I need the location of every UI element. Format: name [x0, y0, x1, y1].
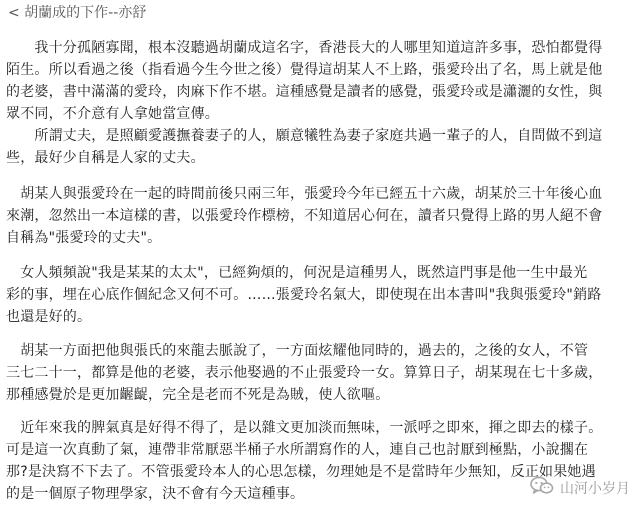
paragraph-1 [6, 37, 626, 169]
paragraph-line: 胡某一方面把他與張氏的來龍去脈說了，一方面炫耀他同時的，過去的，之後的女人，不管 [6, 343, 589, 359]
paragraph-2 [6, 183, 626, 249]
paragraph-3 [6, 262, 626, 328]
paragraph-line: 女人頻頻說"我是某某的太太"，已經夠煩的，何況是這種男人，既然這門事是他一生中最光 [6, 265, 588, 281]
paragraph-line: 近年來我的脾氣真是好得不得了，是以雜文更加淡而無味，一派呼之即來，揮之即去的樣子。 [6, 420, 603, 436]
paragraph-line: 些，最好少自稱是人家的丈夫。 [6, 150, 205, 166]
paragraph-line: 眾不同，不介意有人拿她當宣傳。 [6, 106, 219, 122]
paragraph-line: 也還是好的。 [6, 309, 92, 325]
paragraph-line: 那種感覺於是更加齷齪，完全是老而不死是為賊，使人欲嘔。 [6, 387, 390, 403]
paragraph-line: 自稱為"張愛玲的丈夫"。 [6, 230, 162, 246]
paragraph-line: 所謂丈夫，是照顧愛護撫養妻子的人，願意犧牲為妻子家庭共過一輩子的人，自問做不到這 [6, 128, 603, 144]
paragraph-line: 那?是決寫不下去了。不管張愛玲本人的心思怎樣，勿理她是不是當時年少無知，反正如果她遇 [6, 464, 596, 480]
paragraph-line: 的老婆，書中滿滿的愛玲，肉麻下作不堪。這種感覺是讀者的感覺，張愛玲或是瀟灑的女性，與 [6, 84, 603, 100]
paragraph-line: 的是一個原子物理學家，決不會有今天這種事。 [6, 486, 305, 502]
watermark [530, 476, 630, 500]
paragraph-line: 胡某人與張愛玲在一起的時間前後只兩三年，張愛玲今年已經五十六歲，胡某於三十年後心血 [6, 186, 603, 202]
paragraph-line: 彩的事，埋在心底作個紀念又何不可。……張愛玲名氣大，即使現在出本書叫"我與張愛玲"銷路 [6, 287, 602, 303]
wechat-icon [530, 476, 554, 500]
paragraph-line: 陌生。所以看過之後（指看過今生今世之後）覺得這胡某人不上路，張愛玲出了名，馬上就是他 [6, 62, 603, 78]
paragraph-line: 可是這一次真動了氣，連帶非常厭惡半桶子水所謂寫作的人，連自己也討厭到極點，小說擱在 [6, 442, 589, 458]
paragraph-line: 我十分孤陋寡聞，根本沒聽過胡蘭成這名字，香港長大的人哪里知道這許多事，恐怕都覺得 [6, 40, 603, 56]
paragraph-4 [6, 340, 626, 406]
paragraph-line: 三七二十一，都算是他的老婆，表示他娶過的不止張愛玲一女。算算日子，胡某現在七十多歲， [6, 365, 603, 381]
watermark-text: 山河小岁月 [560, 481, 630, 497]
paragraph-line: 來潮，忽然出一本這樣的書，以張愛玲作標榜，不知道居心何在，讀者只覺得上路的男人絕不會 [6, 208, 603, 224]
page-title[interactable]: < 胡蘭成的下作--亦舒 [8, 5, 147, 21]
